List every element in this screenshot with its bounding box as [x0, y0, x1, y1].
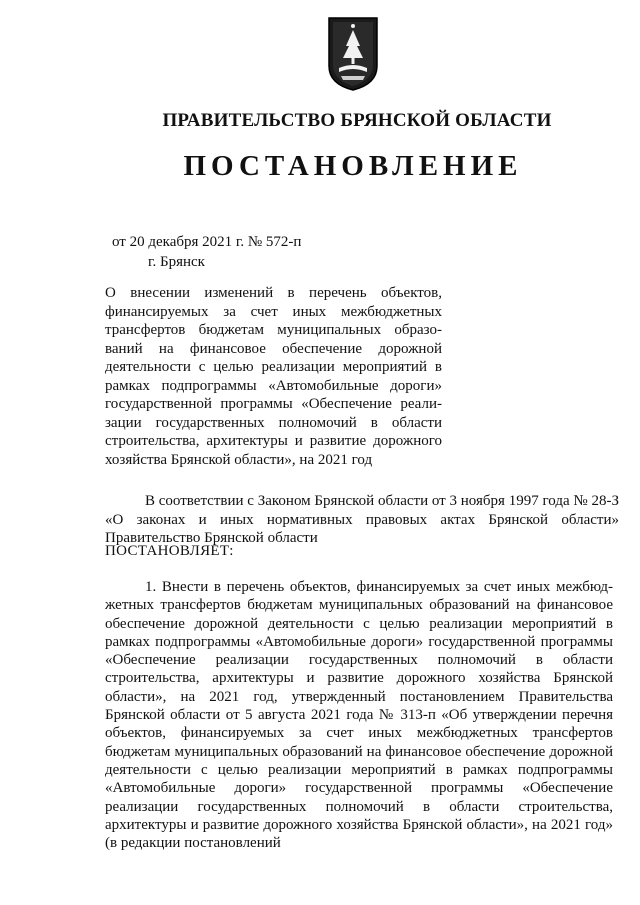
- decree-word: ПОСТАНОВЛЯЕТ:: [105, 543, 234, 559]
- government-title: ПРАВИТЕЛЬСТВО БРЯНСКОЙ ОБЛАСТИ: [162, 110, 552, 131]
- date-and-number: от 20 декабря 2021 г. № 572-п: [112, 234, 302, 250]
- point-1-paragraph: 1. Внести в перечень объектов, финансируемых за счет иных межбюджетных трансфертов бюджетам муниципальных образований на финансовое обеспечение дорожной деятельности с целью реализации мероприятий в рамках подпрограммы «Автомобильные дороги» государственной программы «Обеспечение реализации государственных полномочий в области строительства, архитектуры и развитие дорожного хозяйства Брянской области», на 2021 год, утвержденный постановлением Правительства Брянской области от 5 августа 2021 года № 313-п «Об утверждении перечня объектов, финансируемых за счет иных межбюджетных трансфертов бюджетам муниципальных образований на финансовое обеспечение дорожной деятельности с целью реализации мероприятий в рамках подпрограммы «Автомобильные дороги» государственной программы «Обеспечение реализации государственных полномочий в области строительства, архитектуры и развитие дорожного хозяйства Брянской области», на 2021 год» (в редакции постановлений: [105, 579, 613, 852]
- document-type-title: ПОСТАНОВЛЕНИЕ: [183, 150, 523, 182]
- issue-city: г. Брянск: [148, 254, 205, 270]
- coat-of-arms-icon: [327, 16, 379, 92]
- document-subject: О внесении изменений в перечень объектов, финансируемых за счет иных межбюджетных трансфертов бюджетам муниципальных образований на финансовое обеспечение дорожной деятельности с целью реализации мероприятий в рамках подпрограммы «Автомобильные дороги» государственной программы «Обеспечение реализации государственных полномочий в области строительства, архитектуры и развитие дорожного хозяйства Брянской области», на 2021 год: [105, 285, 442, 468]
- preamble-text: В соответствии с Законом Брянской области от 3 ноября 1997 года № 28-З «О законах и иных нормативных правовых актах Брянской области» Правительство Брянской области: [105, 493, 619, 546]
- preamble-paragraph: [105, 492, 619, 548]
